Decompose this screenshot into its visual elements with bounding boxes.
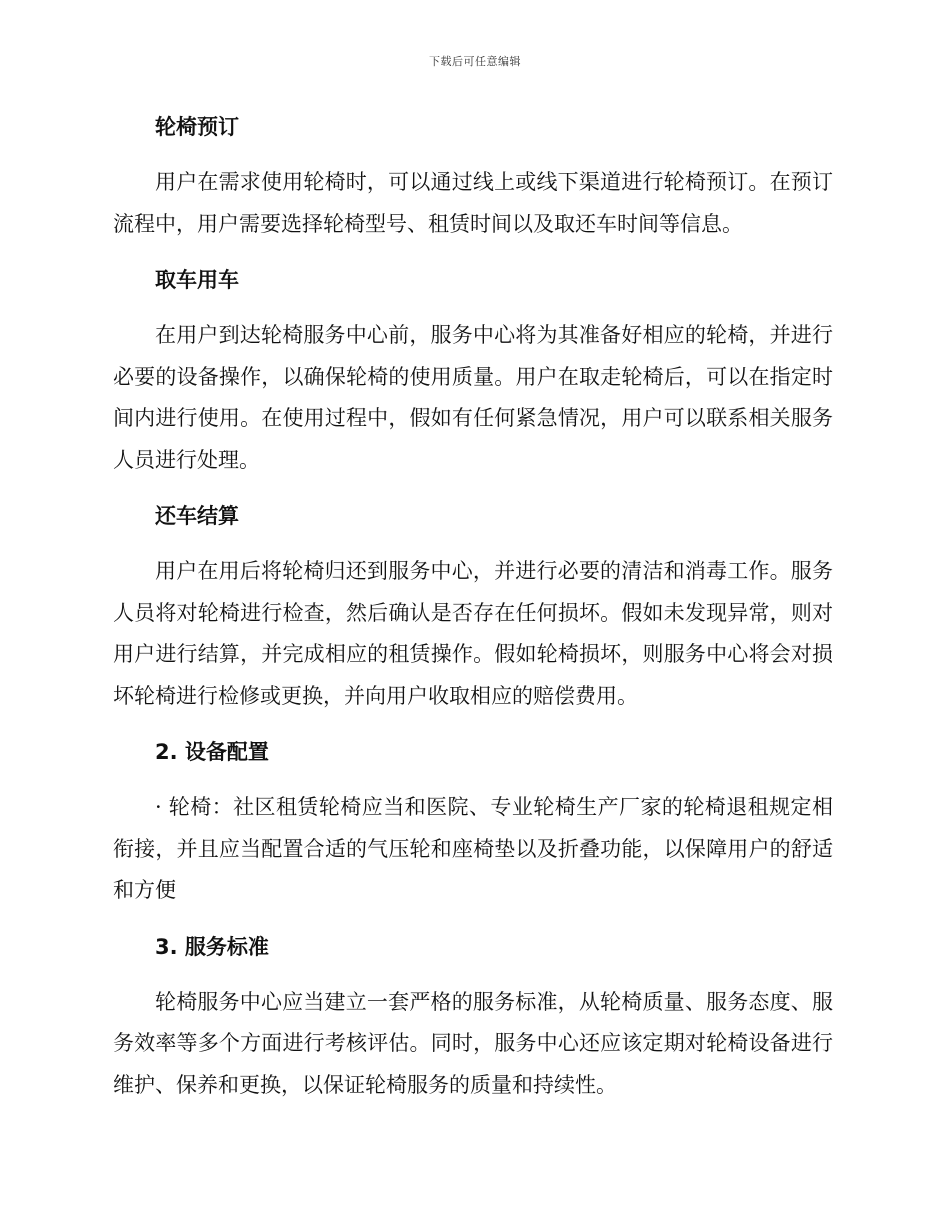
section-heading-equipment-config: 2. 设备配置 bbox=[155, 740, 269, 764]
section-heading-service-standard: 3. 服务标准 bbox=[155, 934, 269, 959]
section-heading-wheelchair-booking: 轮椅预订 bbox=[155, 115, 239, 139]
section-paragraph-wheelchair-booking: 用户在需求使用轮椅时，可以通过线上或线下渠道进行轮椅预订。在预订流程中，用户需要选择轮椅型号、租赁时间以及取还车时间等信息。 bbox=[113, 170, 833, 236]
header-note: 下载后可任意编辑 bbox=[429, 55, 521, 68]
section-paragraph-return-settlement: 用户在用后将轮椅归还到服务中心，并进行必要的清洁和消毒工作。服务人员将对轮椅进行检查，然后确认是否存在任何损坏。假如未发现异常，则对用户进行结算，并完成相应的租赁操作。假如轮椅损坏，则服务中心将会对损坏轮椅进行检修或更换，并向用户收取相应的赔偿费用。 bbox=[113, 559, 833, 708]
document-body bbox=[113, 108, 833, 1106]
section-heading-pickup-use: 取车用车 bbox=[155, 268, 239, 292]
section-heading-return-settlement: 还车结算 bbox=[155, 504, 239, 528]
section-paragraph-service-standard: 轮椅服务中心应当建立一套严格的服务标准，从轮椅质量、服务态度、服务效率等多个方面进行考核评估。同时，服务中心还应该定期对轮椅设备进行维护、保养和更换，以保证轮椅服务的质量和持续性。 bbox=[113, 989, 833, 1097]
section-paragraph-equipment-config: · 轮椅：社区租赁轮椅应当和医院、专业轮椅生产厂家的轮椅退租规定相衔接，并且应当配置合适的气压轮和座椅垫以及折叠功能，以保障用户的舒适和方便 bbox=[113, 795, 833, 902]
section-paragraph-pickup-use: 在用户到达轮椅服务中心前，服务中心将为其准备好相应的轮椅，并进行必要的设备操作，以确保轮椅的使用质量。用户在取走轮椅后，可以在指定时间内进行使用。在使用过程中，假如有任何紧急情况，用户可以联系相关服务人员进行处理。 bbox=[113, 323, 833, 472]
